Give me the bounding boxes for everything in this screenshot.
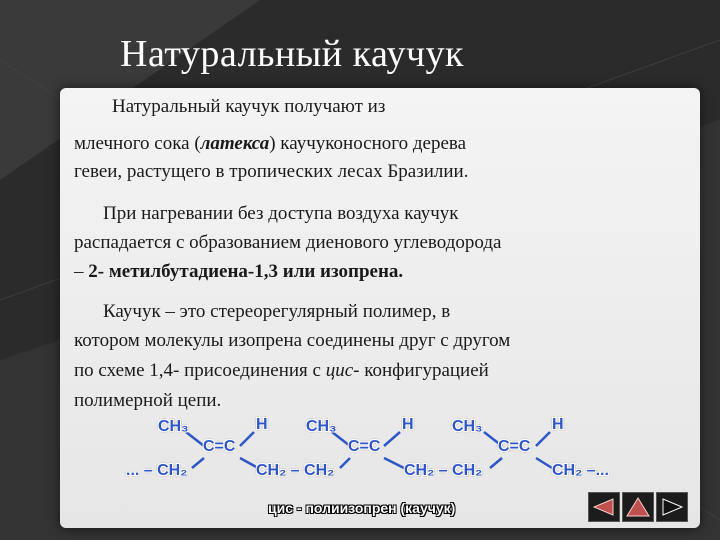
para1-line2-pre: млечного сока ( [74, 133, 201, 154]
formula-ch2-end: CH₂ –... [552, 462, 609, 479]
formula-ch3-2: CH₃ [306, 418, 337, 435]
cis-term: цис [325, 360, 354, 381]
slide-title: Натуральный каучук [120, 33, 465, 75]
formula-ch3-3: CH₃ [452, 418, 483, 435]
para2-line3-pre: – [74, 261, 89, 282]
formula-ch2-1: CH₂ – CH₂ [256, 462, 335, 479]
para1-line2-post: ) каучуконосного дерева [269, 133, 467, 154]
para3-line2: котором молекулы изопрена соединены друг с другом [74, 330, 511, 351]
formula-c-1: C=C [203, 438, 236, 455]
formula-caption: цис - полиизопрен (каучук) [268, 500, 456, 516]
triangle-left-icon [591, 496, 617, 518]
formula-ch2-2: CH₂ – CH₂ [404, 462, 483, 479]
formula-h-1: H [256, 416, 268, 433]
para3-line1: Каучук – это стереорегулярный полимер, в [103, 301, 451, 322]
para1-line1: Натуральный каучук получают из [112, 96, 386, 117]
latex-term: латекса [200, 133, 270, 154]
para2-line1: При нагревании без доступа воздуха каучук [103, 203, 459, 224]
para1-line3: гевеи, растущего в тропических лесах Бразилии. [74, 161, 469, 182]
para3-line4: полимерной цепи. [74, 390, 222, 411]
para3-line3-post: - конфигурацией [353, 360, 489, 381]
formula-c-3: C=C [498, 438, 531, 455]
formula-h-2: H [402, 416, 414, 433]
formula-ch3-1: CH₃ [158, 418, 189, 435]
formula-h-3: H [552, 416, 564, 433]
home-slide-button[interactable] [622, 492, 654, 522]
triangle-right-icon [659, 496, 685, 518]
formula-ch2-start: ... – CH₂ [126, 462, 188, 479]
prev-slide-button[interactable] [588, 492, 620, 522]
isoprene-name: 2- метилбутадиена-1,3 или изопрена. [88, 261, 404, 282]
para2-line2: распадается с образованием диенового углеводорода [74, 232, 502, 253]
triangle-up-icon [625, 496, 651, 518]
para3-line3-pre: по схеме 1,4- присоединения с [74, 360, 326, 381]
formula-c-2: C=C [348, 438, 381, 455]
next-slide-button[interactable] [656, 492, 688, 522]
